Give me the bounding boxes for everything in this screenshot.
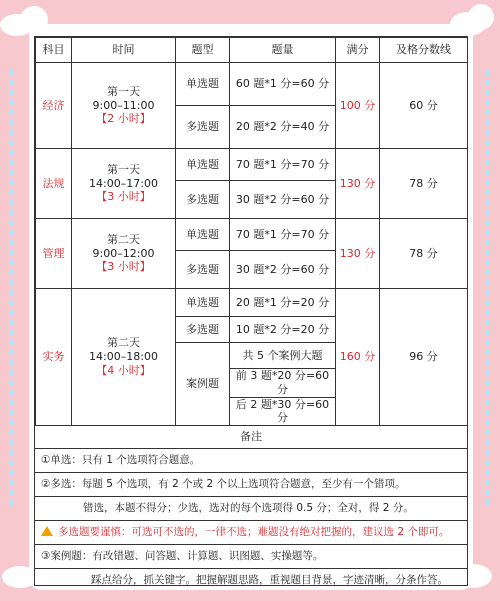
exam-duration: 【4 小时】 <box>96 363 151 377</box>
note-single-choice: ①单选：只有 1 个选项符合题意。 <box>35 449 467 473</box>
table-row <box>36 219 468 251</box>
exam-day: 第二天 <box>107 336 140 350</box>
table-header-row <box>36 38 468 63</box>
header-type: 题型 <box>176 38 230 63</box>
note-case-question: ③案例题：有改错题、问答题、计算题、识图题、实操题等。 <box>35 545 467 569</box>
full-score: 130 分 <box>336 149 380 219</box>
question-amount: 60 题*1 分=60 分 <box>230 63 336 106</box>
question-amount: 20 题*2 分=40 分 <box>230 106 336 149</box>
question-type: 单选题 <box>176 149 230 181</box>
header-pass-score: 及格分数线 <box>380 38 468 63</box>
note-warning-text: 多选题要谨慎：可选可不选的，一律不选；难题没有绝对把握的，建议选 2 个即可。 <box>58 526 450 538</box>
subject-name: 经济 <box>36 63 72 149</box>
table-row <box>36 63 468 106</box>
time-cell <box>72 219 176 289</box>
cloud-decor-tr2 <box>468 4 494 30</box>
question-amount: 10 题*2 分=20 分 <box>230 317 336 343</box>
question-amount: 70 题*1 分=70 分 <box>230 219 336 251</box>
warning-icon <box>41 526 53 536</box>
notes-section <box>35 426 467 586</box>
question-type: 案例题 <box>176 343 230 426</box>
full-score: 160 分 <box>336 289 380 426</box>
note-multi-choice: ②多选：每题 5 个选项，有 2 个或 2 个以上选项符合题意，至少有一个错项。 <box>35 473 467 497</box>
question-amount: 70 题*1 分=70 分 <box>230 149 336 181</box>
left-decor-rail <box>10 70 14 510</box>
exam-day: 第一天 <box>107 162 140 176</box>
question-amount: 后 2 题*30 分=60 分 <box>230 397 336 426</box>
exam-time: 9:00–11:00 <box>92 98 155 112</box>
pass-score: 78 分 <box>380 149 468 219</box>
question-type: 多选题 <box>176 317 230 343</box>
exam-time: 14:00–17:00 <box>89 176 158 190</box>
question-type: 单选题 <box>176 289 230 317</box>
exam-duration: 【3 小时】 <box>96 190 151 204</box>
subject-name: 实务 <box>36 289 72 426</box>
pass-score: 60 分 <box>380 63 468 149</box>
header-amount: 题量 <box>230 38 336 63</box>
exam-schedule-table <box>35 37 468 426</box>
time-cell <box>72 63 176 149</box>
exam-day: 第一天 <box>107 84 140 98</box>
pass-score: 78 分 <box>380 219 468 289</box>
question-amount: 共 5 个案例大题 <box>230 343 336 369</box>
exam-info-card <box>34 36 468 586</box>
exam-duration: 【2 小时】 <box>96 112 151 126</box>
time-cell <box>72 289 176 426</box>
header-subject: 科目 <box>36 38 72 63</box>
question-amount: 30 题*2 分=60 分 <box>230 181 336 219</box>
exam-day: 第二天 <box>107 232 140 246</box>
time-cell <box>72 149 176 219</box>
question-type: 多选题 <box>176 106 230 149</box>
question-amount: 20 题*1 分=20 分 <box>230 289 336 317</box>
notes-title: 备注 <box>35 426 467 449</box>
exam-time: 9:00–12:00 <box>92 246 155 260</box>
header-full-score: 满分 <box>336 38 380 63</box>
question-amount: 30 题*2 分=60 分 <box>230 251 336 289</box>
table-row <box>36 289 468 317</box>
note-warning <box>35 521 467 545</box>
exam-time: 14:00–18:00 <box>89 350 158 364</box>
exam-duration: 【3 小时】 <box>96 260 151 274</box>
full-score: 130 分 <box>336 219 380 289</box>
subject-name: 管理 <box>36 219 72 289</box>
question-type: 多选题 <box>176 251 230 289</box>
table-row <box>36 149 468 181</box>
question-type: 单选题 <box>176 63 230 106</box>
note-case-tips: 踩点给分，抓关键字。把握解题思路，重视题目背景，字迹清晰，分条作答。 <box>91 574 448 586</box>
pass-score: 96 分 <box>380 289 468 426</box>
right-decor-rail <box>486 70 490 510</box>
note-multi-scoring: 错选，本题不得分；少选，选对的每个选项得 0.5 分；全对，得 2 分。 <box>35 497 467 521</box>
subject-name: 法规 <box>36 149 72 219</box>
question-type: 多选题 <box>176 181 230 219</box>
header-time: 时间 <box>72 38 176 63</box>
question-type: 单选题 <box>176 219 230 251</box>
question-amount: 前 3 题*20 分=60 分 <box>230 369 336 398</box>
full-score: 100 分 <box>336 63 380 149</box>
